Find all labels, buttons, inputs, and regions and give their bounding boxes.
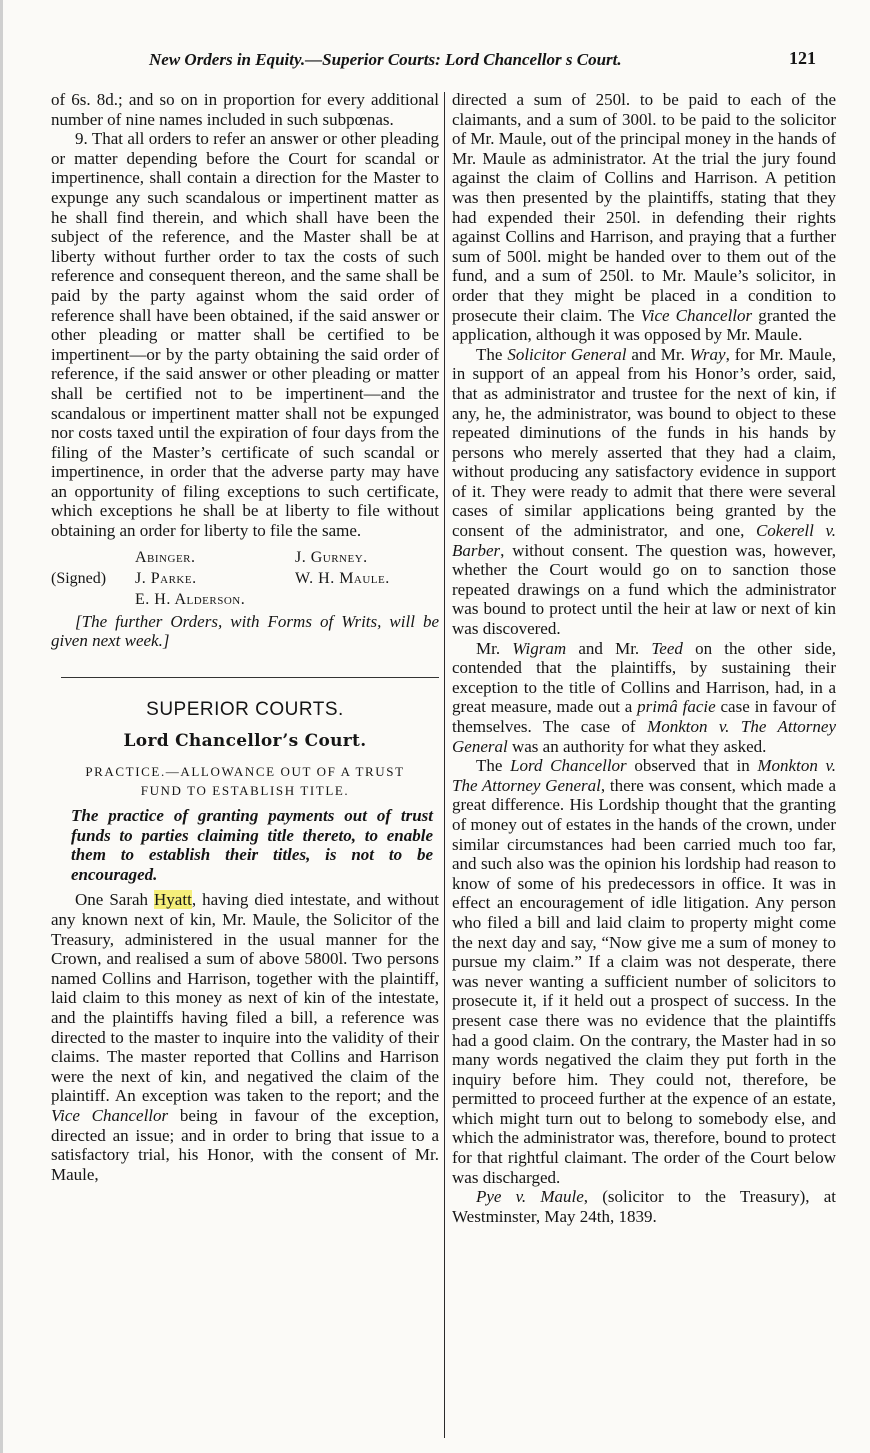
paragraph-order-9: 9. That all orders to refer an answer or other pleading or matter depending before the Court for scandal or impertinence, shall contain a direction for the Master to expunge any such scandalous or impertinent matter as he shall find therein, and which shall have been the subject of the reference, and the Master shall be at liberty without further order to tax the costs of such reference and consequent thereon, and the same shall be paid by the party against whom the said order of reference shall have been obtained, if the said answer or other pleading or matter shall be certified to be impertinent—or by the party obtaining the said order of reference, if the said answer or other pleading or matter shall be certified not to be impertinent—and the scandalous or impertinent matter shall not be expunged nor costs taxed until the expiration of four days from the filing of the Master’s certificate of such scandal or impertinence, in order that the adverse party may have an opportunity of filing exceptions to such certificate, which exceptions he shall be at liberty to file without obtaining an order for liberty to file the same. <box>51 129 439 541</box>
practice-heading-line: PRACTICE.—ALLOWANCE OUT OF A TRUST <box>85 764 405 780</box>
case-paragraph: One Sarah Hyatt, having died intestate, and without any known next of kin, Mr. Maule, the Solicitor of the Treasury, administered in the usual manner for the Crown, and realised a sum of above 5800l. Two persons named Collins and Harrison, together with the plaintiff, laid claim to this money as next of kin of the intestate, and the plaintiffs having filed a bill, a reference was directed to the master to inquire into the validity of their claims. The master reported that Collins and Harrison were the next of kin, and negatived the claim of the plaintiff. An exception was taken to the report; and the Vice Chancellor being in favour of the exception, directed an issue; and in order to bring that issue to a satisfactory trial, his Honor, with the consent of Mr. Maule, <box>51 890 440 1184</box>
signature-alderson: E. H. Alderson. <box>135 590 246 608</box>
running-head <box>3 46 870 76</box>
paragraph-solicitor-general: The Solicitor General and Mr. Wray, for Mr. Maule, in support of an appeal from his Honor’s order, said, that as administrator and trustee for the next of kin, if any, he, the administrator, was bound to object to these repeated diminutions of the funds in his hands by persons who merely asserted that they had a claim, without producing any satisfactory evidence in support of it. They were ready to admit that there were several cases of similar applications being granted by the consent of the administrator, and one, Cokerell v. Barber, without consent. The question was, however, whether the Court would go on to sanction those repeated drawings on a fund which the administrator was bound to protect until the heir at law or next of kin was discovered. <box>452 344 837 639</box>
signature-row <box>51 547 439 568</box>
paragraph-wigram: Mr. Wigram and Mr. Teed on the other side, contended that the plaintiffs, by sustaining their exception to the title of Collins and Harrison, had, in a great measure, made out a primâ facie case in favour of themselves. The case of Monkton v. The Attorney General was an authority for what they asked. <box>452 638 837 756</box>
paragraph-petition: directed a sum of 250l. to be paid to each of the claimants, and a sum of 300l. to be paid to the solicitor of Mr. Maule, out of the principal money in the hands of Mr. Maule as administrator. At the trial the jury found against the claim of Collins and Harrison. A petition was then presented by the plaintiffs, stating that they had expended their 250l. in defending their rights against Collins and Harrison, and praying that a further sum of 500l. might be handed over to them out of the fund, and a sum of 250l. to Mr. Maule’s solicitor, in order that they might be placed in a condition to prosecute their claim. The Vice Chancellor granted the application, although it was opposed by Mr. Maule. <box>452 90 837 345</box>
paragraph-lord-chancellor: The Lord Chancellor observed that in Monkton v. The Attorney General, there was consent, which made a great difference. His Lordship thought that the granting of money out of estates in the hands of the crown, under similar circumstances had been carried much too far, and such also was the opinion his lordship had reason to know of some of his predecessors in office. It was in effect an encouragement of idle litigation. Any person who filed a bill and laid claim to property might come the next day and say, “Now give me a sum of money to pursue my claim.” If a claim was not desperate, there was never wanting a sufficient number of solicitors to prosecute it, if it held out a prospect of success. In the present case there was no evidence that the plaintiffs had a good claim. On the contrary, the Master had in so many words negatived the claim they put forth in the inquiry before him. They could not, therefore, be permitted to proceed further at the expence of an estate, which might turn out to belong to somebody else, and which the administrator was, therefore, bound to protect for that rightful claimant. The order of the Court below was discharged. <box>452 756 837 1187</box>
further-orders-note: [The further Orders, with Forms of Writs, will be given next week.] <box>51 611 439 651</box>
signature-parke: J. Parke. <box>135 569 197 587</box>
signed-label: (Signed) <box>51 569 107 587</box>
headnote: The practice of granting payments out of trust funds to parties claiming title thereto, to enable them to establish their titles, is not to be encouraged. <box>71 806 433 884</box>
section-rule <box>61 677 439 678</box>
signature-row <box>51 589 439 610</box>
column-divider <box>444 92 445 1438</box>
court-title: Lord Chancellor’s Court. <box>123 731 367 752</box>
practice-heading-line: FUND TO ESTABLISH TITLE. <box>140 783 350 799</box>
section-title: SUPERIOR COURTS. <box>146 698 344 720</box>
left-column <box>51 90 439 1184</box>
practice-heading <box>51 762 439 800</box>
paragraph-subpoena-fees: of 6s. 8d.; and so on in proportion for every additional number of nine names included in such subpœnas. <box>51 90 439 129</box>
page-number: 121 <box>789 48 816 68</box>
signature-row <box>51 568 439 589</box>
signatures <box>51 547 439 610</box>
case-citation: Pye v. Maule, (solicitor to the Treasury), at Westminster, May 24th, 1839. <box>452 1187 836 1226</box>
right-column <box>452 90 836 1226</box>
signature-gurney: J. Gurney. <box>295 548 368 566</box>
highlighted-term[interactable]: Hyatt <box>154 890 192 910</box>
signature-abinger: Abinger. <box>135 548 196 566</box>
signature-maule: W. H. Maule. <box>295 569 390 587</box>
running-title: New Orders in Equity.—Superior Courts: Lord Chancellor s Court. <box>149 50 622 69</box>
